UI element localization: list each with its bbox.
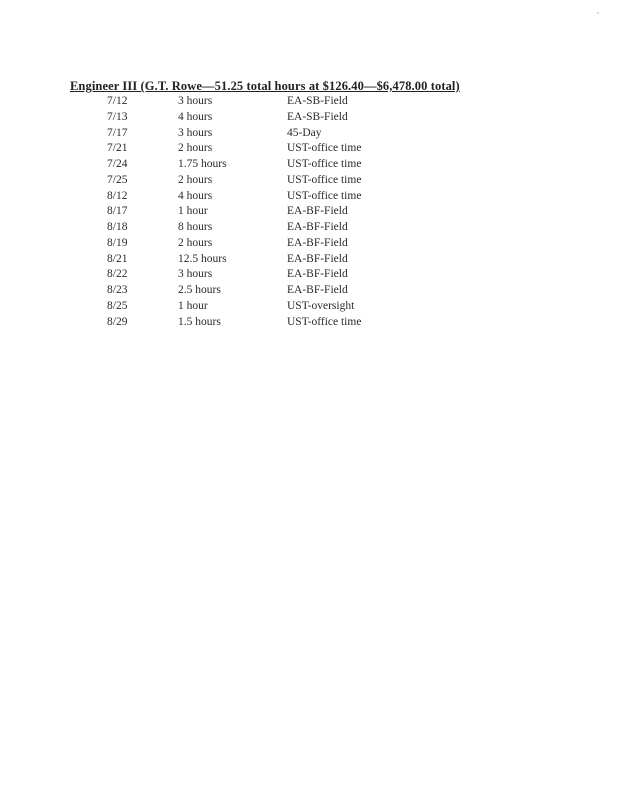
entry-task: EA-BF-Field <box>287 221 348 233</box>
time-entry-row <box>0 300 618 316</box>
entry-date: 8/17 <box>107 205 128 218</box>
entry-date: 7/17 <box>107 126 128 139</box>
entry-task: UST-office time <box>287 315 362 328</box>
entry-date: 8/22 <box>107 268 128 281</box>
entry-date: 7/13 <box>107 110 128 123</box>
entry-task: UST-office time <box>287 173 362 186</box>
entry-hours: 1.5 hours <box>178 315 221 328</box>
time-entries-list <box>0 95 618 331</box>
entry-hours: 4 hours <box>178 189 213 202</box>
entry-task: EA-BF-Field <box>287 268 348 281</box>
time-entry-row <box>0 142 618 158</box>
entry-date: 7/12 <box>107 95 128 107</box>
entry-task: UST-office time <box>287 158 362 170</box>
entry-date: 8/12 <box>107 189 128 202</box>
time-entry-row <box>0 221 618 237</box>
entry-hours: 3 hours <box>178 268 213 281</box>
time-entry-row <box>0 316 618 332</box>
entry-hours: 2.5 hours <box>178 284 221 296</box>
time-entry-row <box>0 284 618 300</box>
time-entry-row <box>0 111 618 127</box>
entry-task: EA-BF-Field <box>287 284 348 296</box>
entry-hours: 2 hours <box>178 236 213 249</box>
scan-speck <box>597 12 599 14</box>
entry-hours: 1.75 hours <box>178 158 227 170</box>
entry-hours: 1 hour <box>178 299 208 312</box>
entry-task: EA-BF-Field <box>287 236 348 249</box>
entry-task: 45-Day <box>287 126 322 139</box>
entry-hours: 1 hour <box>178 205 208 218</box>
entry-hours: 3 hours <box>178 95 213 107</box>
time-entry-row <box>0 190 618 206</box>
entry-task: EA-BF-Field <box>287 205 348 218</box>
time-entry-row <box>0 127 618 143</box>
entry-task: UST-office time <box>287 142 362 155</box>
entry-date: 7/25 <box>107 173 128 186</box>
entry-hours: 2 hours <box>178 142 213 155</box>
entry-task: EA-SB-Field <box>287 95 348 107</box>
entry-task: UST-oversight <box>287 299 355 312</box>
entry-date: 8/25 <box>107 299 128 312</box>
entry-task: EA-SB-Field <box>287 110 348 123</box>
entry-date: 7/21 <box>107 142 128 155</box>
entry-date: 8/18 <box>107 221 128 233</box>
entry-hours: 4 hours <box>178 110 213 123</box>
time-entry-row <box>0 205 618 221</box>
entry-hours: 2 hours <box>178 173 213 186</box>
entry-date: 8/29 <box>107 315 128 328</box>
time-entry-row <box>0 174 618 190</box>
entry-date: 8/23 <box>107 284 128 296</box>
entry-hours: 12.5 hours <box>178 252 227 265</box>
time-entry-row <box>0 158 618 174</box>
entry-task: UST-office time <box>287 189 362 202</box>
entry-task: EA-BF-Field <box>287 252 348 265</box>
section-heading: Engineer III (G.T. Rowe—51.25 total hours at $126.40—$6,478.00 total) <box>70 79 460 93</box>
entry-hours: 8 hours <box>178 221 213 233</box>
time-entry-row <box>0 268 618 284</box>
time-entry-row <box>0 95 618 111</box>
entry-date: 8/21 <box>107 252 128 265</box>
entry-date: 7/24 <box>107 158 128 170</box>
entry-date: 8/19 <box>107 236 128 249</box>
time-entry-row <box>0 253 618 269</box>
entry-hours: 3 hours <box>178 126 213 139</box>
time-entry-row <box>0 237 618 253</box>
